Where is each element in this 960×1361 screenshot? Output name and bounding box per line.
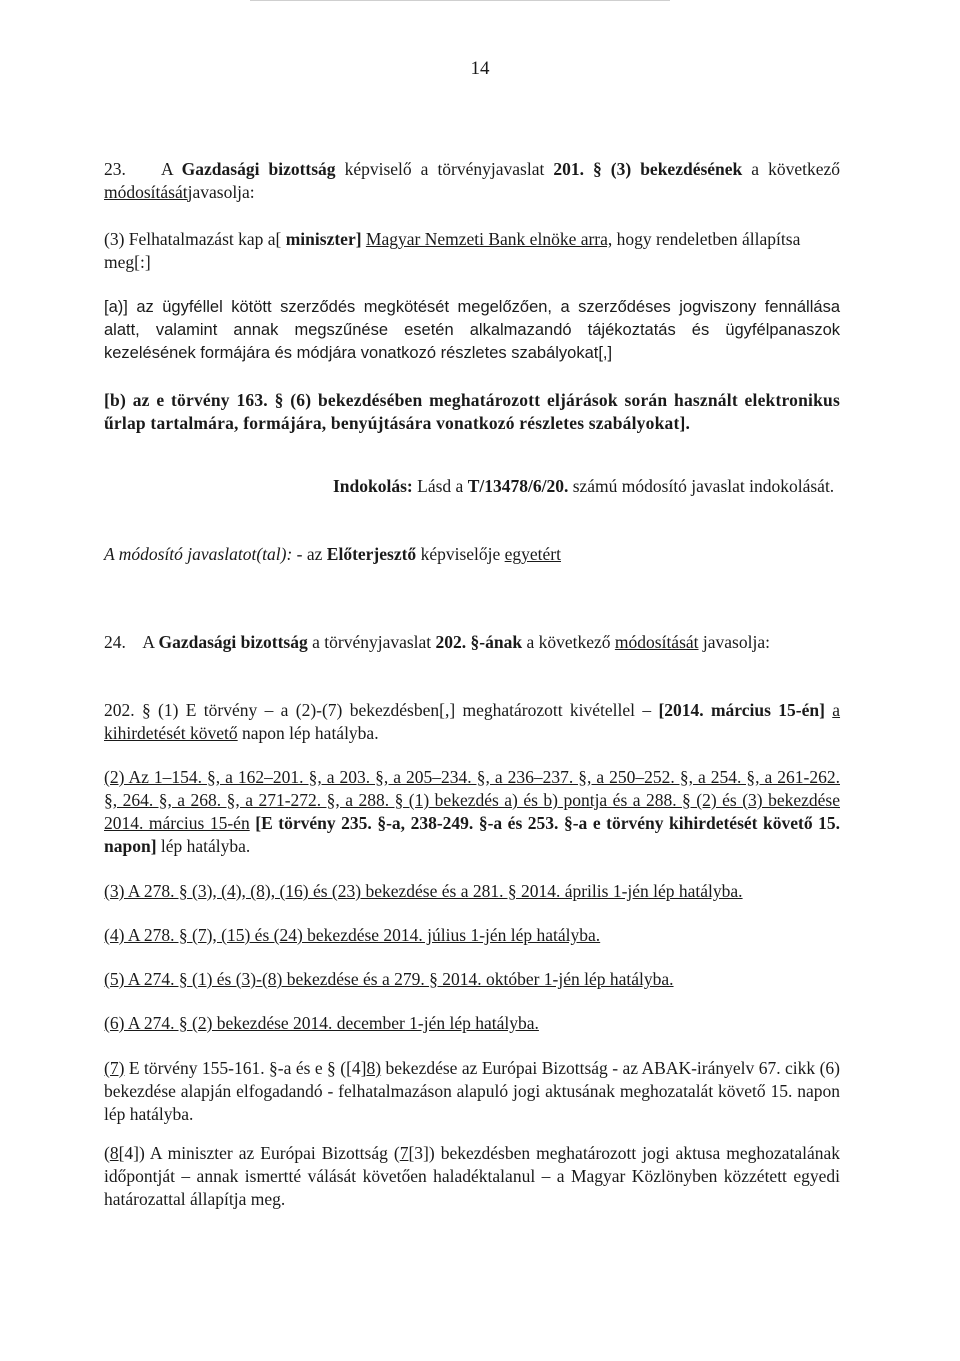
page-number: 14 [470, 58, 490, 79]
section-202-3: (3) A 278. § (3), (4), (8), (16) és (23) bekezdése és a 281. § 2014. április 1-jén lép hatályba. [104, 881, 743, 901]
item-23-point-a: [a)] az ügyféllel kötött szerződés megkötését megelőzően, a szerződéses jogviszony fennállása alatt, valamint annak megszűnése esetén alkalmazandó tájékoztatás és ügyfélpanaszok kezelésének formájára és módjára vonatkozó részletes szabályokat[,] [104, 298, 840, 362]
item-23-paragraph-3: (3) Felhatalmazást kap a[ miniszter] Magyar Nemzeti Bank elnöke arra, hogy rendeletben állapítsa meg[:] [104, 229, 801, 272]
item-23-intro: 23. A Gazdasági bizottság képviselő a törvényjavaslat 201. § (3) bekezdésének a következő módosításátjavasolja: [104, 159, 841, 202]
section-202-2: (2) Az 1–154. §, a 162–201. §, a 203. §, a 205–234. §, a 236–237. §, a 250–252. §, a 254. §, a 261-262. §, 264. §, a 268. §, a 271-272. §, a 288. § (1) bekezdés a) és b) pontja és a 288. § (2) és (3) bekezdése 2014. március 15-én [E törvény 235. §-a, 238-249. §-a és 253. §-a e törvény kihirdetését követő 15. napon] lép hatályba. [104, 767, 841, 856]
section-202-7: (7) E törvény 155-161. §-a és e § ([4]8) bekezdése az Európai Bizottság - az ABAK-irányelv 67. cikk (6) bekezdése alapján elfogadandó - felhatalmazáson alapuló jogi aktusának meghozatalát követő 15. napon lép hatályba. [104, 1058, 841, 1124]
section-202-4: (4) A 278. § (7), (15) és (24) bekezdése 2014. július 1-jén lép hatályba. [104, 925, 601, 945]
section-202-6: (6) A 274. § (2) bekezdése 2014. december 1-jén lép hatályba. [104, 1013, 539, 1033]
section-202-5: (5) A 274. § (1) és (3)-(8) bekezdése és a 279. § 2014. október 1-jén lép hatályba. [104, 969, 674, 989]
item-number: 23. [104, 159, 126, 179]
committee-name: Gazdasági bizottság [181, 159, 336, 179]
item-23-point-b: [b) az e törvény 163. § (6) bekezdésében meghatározott eljárások során használt elektronikus űrlap tartalmára, formájára, benyújtására vonatkozó részletes szabályokat]. [104, 390, 840, 433]
document-reference: T/13478/6/20. [467, 476, 569, 496]
committee-name: Gazdasági bizottság [158, 632, 308, 652]
section-202-8: (8[4]) A miniszter az Európai Bizottság (7[3]) bekezdésben meghatározott jogi aktusa meghozatalának időpontját – annak ismertté válását követően haladéktalanul – a Magyar Közlönyben közzétett egyedi határozattal állapítja meg. [104, 1143, 840, 1209]
section-202-1: 202. § (1) E törvény – a (2)-(7) bekezdésben[,] meghatározott kivétellel – [2014. március 15-én] a kihirdetését követő napon lép hatályba. [104, 700, 841, 743]
justification: Indokolás: Lásd a T/13478/6/20. számú módosító javaslat indokolását. [333, 476, 835, 496]
scan-edge-line [250, 0, 670, 1]
item-23-proposer-line: A módosító javaslatot(tal): - az Előterjesztő képviselője egyetért [104, 544, 561, 564]
item-number: 24. [104, 632, 126, 652]
item-24-intro: 24. A Gazdasági bizottság a törvényjavaslat 202. §-ának a következő módosítását javasolja: [104, 632, 770, 652]
